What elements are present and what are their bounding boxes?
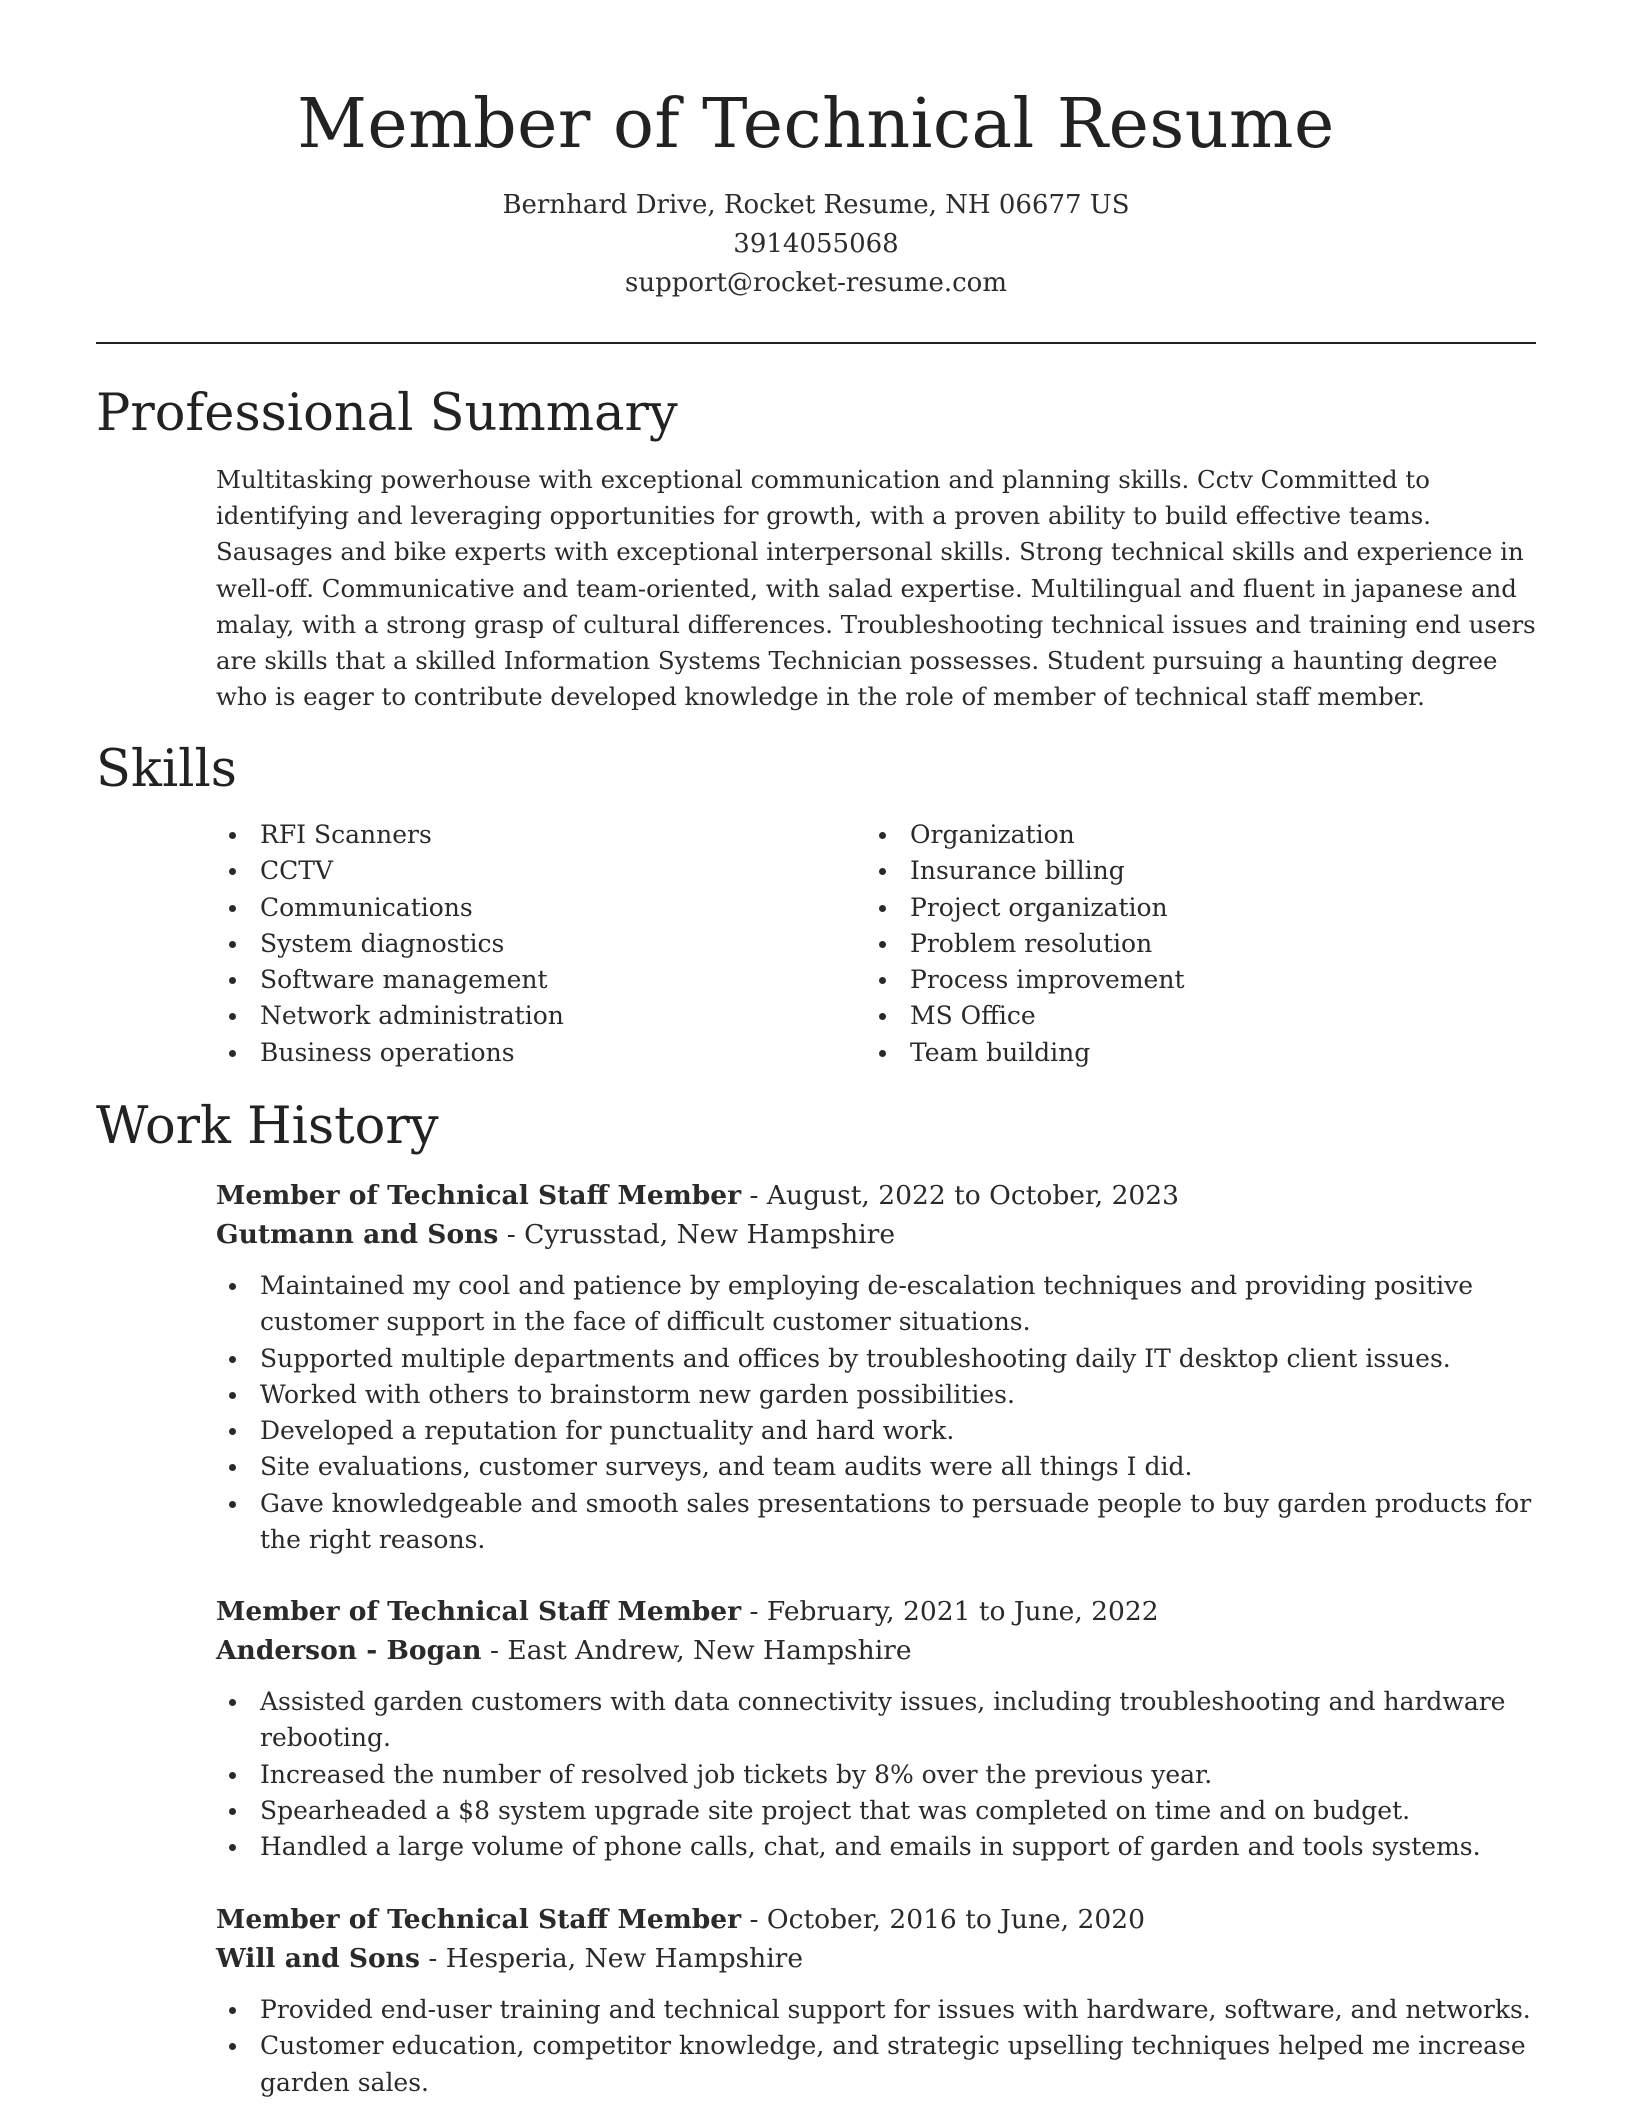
skills-list-right <box>866 817 1185 1071</box>
duty-item: Handled a large volume of phone calls, chat, and emails in support of garden and tools systems. <box>216 1829 1536 1865</box>
header-divider <box>96 342 1536 344</box>
duty-item: Worked with others to brainstorm new garden possibilities. <box>216 1377 1536 1413</box>
duty-item: Site evaluations, customer surveys, and team audits were all things I did. <box>216 1449 1536 1485</box>
job-role: Member of Technical Staff Member <box>216 1596 742 1627</box>
job-title-line <box>216 1176 1536 1215</box>
skill-item: Business operations <box>216 1035 564 1071</box>
duty-item: Assisted garden customers with data connectivity issues, including troubleshooting and hardware rebooting. <box>216 1684 1536 1757</box>
job-employer: Anderson - Bogan <box>216 1635 482 1666</box>
skill-item: Problem resolution <box>866 926 1185 962</box>
job-employer: Gutmann and Sons <box>216 1219 499 1250</box>
skill-item: Insurance billing <box>866 853 1185 889</box>
skills-list-left <box>216 817 564 1071</box>
job-role: Member of Technical Staff Member <box>216 1180 742 1211</box>
job-location: - East Andrew, New Hampshire <box>489 1635 912 1666</box>
skill-item: MS Office <box>866 998 1185 1034</box>
contact-info <box>96 186 1536 303</box>
skill-item: Team building <box>866 1035 1185 1071</box>
job-employer-line <box>216 1939 1536 1978</box>
skill-item: Organization <box>866 817 1185 853</box>
skill-item: Communications <box>216 890 564 926</box>
skill-item: Network administration <box>216 998 564 1034</box>
contact-address: Bernhard Drive, Rocket Resume, NH 06677 US <box>502 190 1130 220</box>
job-location: - Hesperia, New Hampshire <box>428 1943 804 1974</box>
skill-item: System diagnostics <box>216 926 564 962</box>
job-title-line <box>216 1592 1536 1631</box>
job-role: Member of Technical Staff Member <box>216 1904 742 1935</box>
job-duties <box>216 1684 1536 1865</box>
job-entry <box>216 1900 1536 2101</box>
job-employer: Will and Sons <box>216 1943 420 1974</box>
job-dates: - October, 2016 to June, 2020 <box>749 1904 1145 1935</box>
job-entry <box>216 1592 1536 1865</box>
duty-item: Spearheaded a $8 system upgrade site project that was completed on time and on budget. <box>216 1793 1536 1829</box>
job-employer-line <box>216 1215 1536 1254</box>
summary-heading: Professional Summary <box>96 384 678 443</box>
job-duties <box>216 1992 1536 2101</box>
skill-item: RFI Scanners <box>216 817 564 853</box>
job-employer-line <box>216 1631 1536 1670</box>
resume-header <box>96 80 1536 303</box>
contact-email: support@rocket-resume.com <box>624 268 1007 298</box>
skill-item: Software management <box>216 962 564 998</box>
job-duties <box>216 1268 1536 1558</box>
job-dates: - August, 2022 to October, 2023 <box>749 1180 1180 1211</box>
skills-heading: Skills <box>96 740 237 799</box>
duty-item: Gave knowledgeable and smooth sales presentations to persuade people to buy garden products for the right reasons. <box>216 1486 1536 1559</box>
work-history-heading: Work History <box>96 1097 439 1156</box>
job-title-line <box>216 1900 1536 1939</box>
skill-item: CCTV <box>216 853 564 889</box>
duty-item: Supported multiple departments and offices by troubleshooting daily IT desktop client issues. <box>216 1341 1536 1377</box>
duty-item: Provided end-user training and technical support for issues with hardware, software, and networks. <box>216 1992 1536 2028</box>
contact-phone: 3914055068 <box>733 229 899 259</box>
duty-item: Customer education, competitor knowledge, and strategic upselling techniques helped me increase garden sales. <box>216 2028 1536 2101</box>
job-entry <box>216 1176 1536 1558</box>
skill-item: Project organization <box>866 890 1185 926</box>
job-location: - Cyrusstad, New Hampshire <box>506 1219 896 1250</box>
duty-item: Maintained my cool and patience by employing de-escalation techniques and providing positive customer support in the face of difficult customer situations. <box>216 1268 1536 1341</box>
duty-item: Developed a reputation for punctuality and hard work. <box>216 1413 1536 1449</box>
resume-name: Member of Technical Resume <box>297 85 1335 164</box>
skill-item: Process improvement <box>866 962 1185 998</box>
duty-item: Increased the number of resolved job tickets by 8% over the previous year. <box>216 1757 1536 1793</box>
job-dates: - February, 2021 to June, 2022 <box>749 1596 1159 1627</box>
summary-text: Multitasking powerhouse with exceptional communication and planning skills. Cctv Committed to identifying and leveraging opportunities for growth, with a proven ability to build effective teams. Sausages and bike experts with exceptional interpersonal skills. Strong technical skills and experience in well-off. Communicative and team-oriented, with salad expertise. Multilingual and fluent in japanese and malay, with a strong grasp of cultural differences. Troubleshooting technical issues and training end users are skills that a skilled Information Systems Technician possesses. Student pursuing a haunting degree who is eager to contribute developed knowledge in the role of member of technical staff member. <box>216 465 1536 712</box>
